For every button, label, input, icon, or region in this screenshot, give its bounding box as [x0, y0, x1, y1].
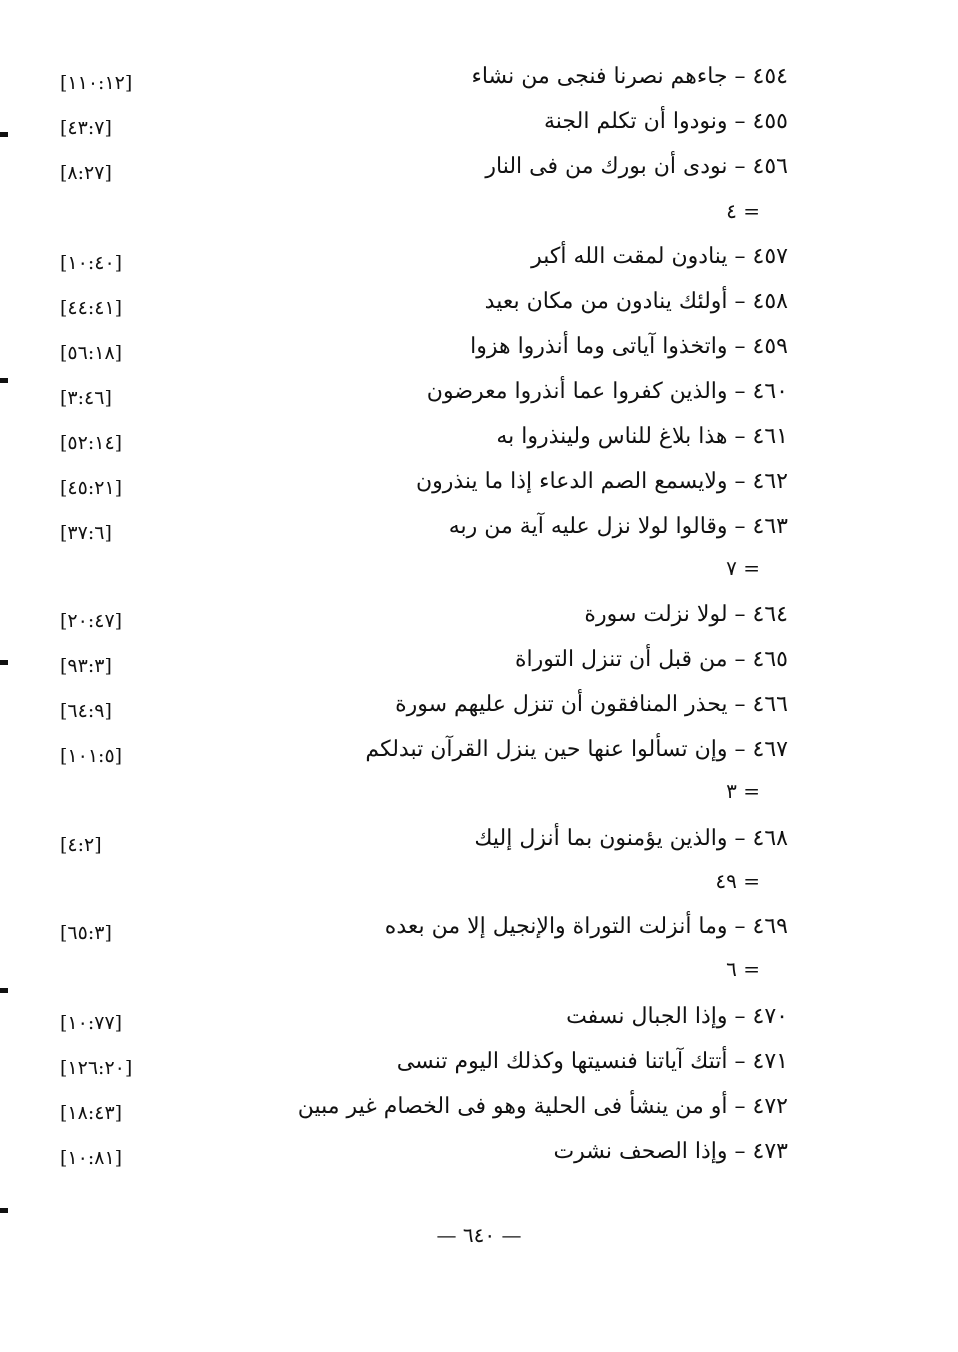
- verse-reference: [٥٢:١٤]: [60, 432, 123, 454]
- verse-reference: [١٠١:٥]: [60, 745, 123, 767]
- verse-number: ٤٥٤: [752, 64, 788, 89]
- scan-edge-mark: [0, 988, 8, 993]
- verse-reference: [٦٤:٩]: [60, 700, 112, 722]
- verse-text: ٤٦٨ – والذين يؤمنون بما أنزل إليك: [474, 826, 788, 851]
- verse-text: ٤٥٦ – نودى أن بورك من فى النار: [485, 154, 788, 179]
- verse-words: وإذا الصحف نشرت: [553, 1139, 728, 1164]
- verse-number: ٤٧١: [752, 1049, 788, 1074]
- verse-text: ٤٦٢ – ولايسمع الصم الدعاء إذا ما ينذرون: [415, 469, 788, 494]
- verse-text: ٤٧٣ – وإذا الصحف نشرت: [553, 1139, 788, 1164]
- verse-text: ٤٧٢ – أو من ينشأ فى الحلية وهو فى الخصام غير مبين: [297, 1094, 788, 1119]
- verse-words: نودى أن بورك من فى النار: [485, 154, 728, 179]
- group-count: = ٤: [726, 199, 760, 223]
- verse-text: ٤٦١ – هذا بلاغ للناس ولينذروا به: [496, 424, 788, 449]
- verse-number: ٤٥٥: [752, 109, 788, 134]
- verse-number: ٤٦٦: [752, 692, 788, 717]
- verse-text: ٤٥٧ – ينادون لمقت الله أكبر: [531, 244, 788, 269]
- verse-text: ٤٥٩ – واتخذوا آياتى وما أنذروا هزوا: [470, 334, 788, 359]
- scan-edge-mark: [0, 1208, 8, 1213]
- verse-reference: [٦٥:٣]: [60, 922, 112, 944]
- verse-number: ٤٥٨: [752, 289, 788, 314]
- verse-words: والذين يؤمنون بما أنزل إليك: [474, 826, 728, 851]
- group-count: = ٧: [726, 556, 760, 580]
- verse-entry: [0, 465, 958, 505]
- verse-text: ٤٦٥ – من قبل أن تنزل التوراة: [514, 647, 788, 672]
- verse-entry: [0, 420, 958, 460]
- verse-number: ٤٦٠: [752, 379, 788, 404]
- verse-entry: [0, 1045, 958, 1085]
- verse-text: ٤٧١ – أتتك آياتنا فنسيتها وكذلك اليوم تنسى: [396, 1049, 788, 1074]
- verse-reference: [٣:٤٦]: [60, 387, 112, 409]
- verse-text: ٤٦٩ – وما أنزلت التوراة والإنجيل إلا من بعده: [384, 914, 788, 939]
- verse-number: ٤٧٢: [752, 1094, 788, 1119]
- verse-reference: [١١٠:١٢]: [60, 72, 133, 94]
- verse-entry: [0, 1000, 958, 1040]
- scan-edge-mark: [0, 132, 8, 137]
- verse-entry: [0, 375, 958, 415]
- verse-words: ولايسمع الصم الدعاء إذا ما ينذرون: [415, 469, 728, 494]
- verse-entry: [0, 60, 958, 100]
- verse-entry: [0, 910, 958, 950]
- verse-text: ٤٦٣ – وقالوا لولا نزل عليه آية من ربه: [448, 514, 788, 539]
- verse-entry: [0, 733, 958, 773]
- verse-number: ٤٧٣: [752, 1139, 788, 1164]
- verse-reference: [٣٧:٦]: [60, 522, 112, 544]
- verse-text: ٤٦٧ – وإن تسألوا عنها حين ينزل القرآن تبدلكم: [365, 737, 788, 762]
- verse-words: لولا نزلت سورة: [584, 602, 728, 627]
- verse-words: ينادون لمقت الله أكبر: [531, 244, 728, 269]
- verse-reference: [١٠:٨١]: [60, 1147, 123, 1169]
- verse-number: ٤٦٤: [752, 602, 788, 627]
- verse-words: جاءهم نصرنا فنجى من نشاء: [471, 64, 728, 89]
- verse-reference: [٥٦:١٨]: [60, 342, 123, 364]
- verse-number: ٤٦٣: [752, 514, 788, 539]
- scan-edge-mark: [0, 378, 8, 383]
- verse-reference: [٤:٢]: [60, 834, 102, 856]
- group-count: = ٤٩: [715, 869, 760, 893]
- verse-reference: [١٢٦:٢٠]: [60, 1057, 133, 1079]
- verse-text: ٤٥٤ – جاءهم نصرنا فنجى من نشاء: [471, 64, 788, 89]
- verse-words: وقالوا لولا نزل عليه آية من ربه: [448, 514, 728, 539]
- verse-words: والذين كفروا عما أنذروا معرضون: [426, 379, 728, 404]
- verse-words: أو من ينشأ فى الحلية وهو فى الخصام غير مبين: [297, 1094, 728, 1119]
- verse-words: وإذا الجبال نسفت: [566, 1004, 728, 1029]
- verse-entry: [0, 330, 958, 370]
- verse-entry: [0, 150, 958, 190]
- verse-entry: [0, 598, 958, 638]
- verse-number: ٤٦١: [752, 424, 788, 449]
- verse-entry: [0, 1135, 958, 1175]
- verse-words: يحذر المنافقون أن تنزل عليهم سورة: [395, 692, 728, 717]
- verse-reference: [٤٤:٤١]: [60, 297, 123, 319]
- verse-words: من قبل أن تنزل التوراة: [514, 647, 728, 672]
- verse-text: ٤٦٦ – يحذر المنافقون أن تنزل عليهم سورة: [395, 692, 788, 717]
- verse-reference: [١٨:٤٣]: [60, 1102, 123, 1124]
- verse-words: أولئك ينادون من مكان بعيد: [484, 289, 728, 314]
- verse-entry: [0, 285, 958, 325]
- verse-number: ٤٥٦: [752, 154, 788, 179]
- verse-reference: [٤٣:٧]: [60, 117, 112, 139]
- verse-words: وما أنزلت التوراة والإنجيل إلا من بعده: [384, 914, 728, 939]
- scan-edge-mark: [0, 660, 8, 665]
- verse-number: ٤٥٧: [752, 244, 788, 269]
- verse-entry: [0, 688, 958, 728]
- verse-words: واتخذوا آياتى وما أنذروا هزوا: [470, 334, 728, 359]
- verse-words: هذا بلاغ للناس ولينذروا به: [496, 424, 728, 449]
- verse-text: ٤٥٨ – أولئك ينادون من مكان بعيد: [484, 289, 788, 314]
- verse-entry: [0, 105, 958, 145]
- verse-entry: [0, 1090, 958, 1130]
- verse-reference: [٨:٢٧]: [60, 162, 112, 184]
- verse-number: ٤٧٠: [752, 1004, 788, 1029]
- verse-reference: [٤٥:٢١]: [60, 477, 123, 499]
- verse-number: ٤٦٨: [752, 826, 788, 851]
- group-count: = ٣: [726, 779, 760, 803]
- verse-number: ٤٦٥: [752, 647, 788, 672]
- verse-number: ٤٦٧: [752, 737, 788, 762]
- verse-text: ٤٥٥ – ونودوا أن تكلم الجنة: [544, 109, 788, 134]
- verse-reference: [٢٠:٤٧]: [60, 610, 123, 632]
- verse-reference: [١٠:٤٠]: [60, 252, 123, 274]
- verse-entry: [0, 643, 958, 683]
- verse-number: ٤٥٩: [752, 334, 788, 359]
- verse-words: أتتك آياتنا فنسيتها وكذلك اليوم تنسى: [396, 1049, 728, 1074]
- group-count: = ٦: [726, 957, 760, 981]
- verse-entry: [0, 510, 958, 550]
- page-number: — ٦٤٠ —: [436, 1223, 522, 1247]
- verse-entry: [0, 240, 958, 280]
- verse-text: ٤٧٠ – وإذا الجبال نسفت: [566, 1004, 788, 1029]
- verse-words: ونودوا أن تكلم الجنة: [544, 109, 728, 134]
- verse-words: وإن تسألوا عنها حين ينزل القرآن تبدلكم: [365, 737, 728, 762]
- verse-entry: [0, 822, 958, 862]
- verse-reference: [٩٣:٣]: [60, 655, 112, 677]
- verse-number: ٤٦٩: [752, 914, 788, 939]
- verse-reference: [١٠:٧٧]: [60, 1012, 123, 1034]
- verse-number: ٤٦٢: [752, 469, 788, 494]
- verse-text: ٤٦٤ – لولا نزلت سورة: [584, 602, 788, 627]
- verse-text: ٤٦٠ – والذين كفروا عما أنذروا معرضون: [426, 379, 788, 404]
